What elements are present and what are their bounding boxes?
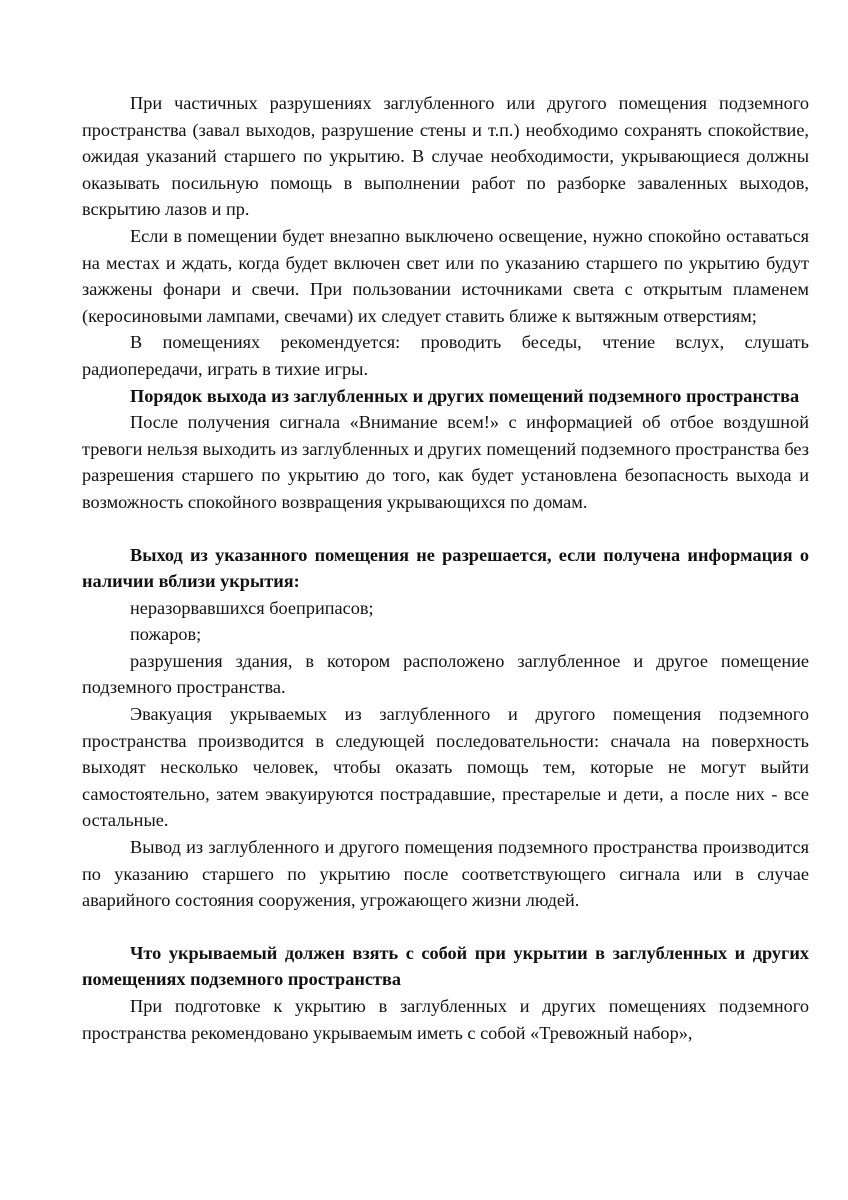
- paragraph-after-signal: После получения сигнала «Внимание всем!» с информацией об отбое воздушной тревоги нельзя выходить из заглубленных и других помещений подземного пространства без разрешения старшего по укрытию до того, как будет установлена безопасность выхода и возможность спокойного возвращения укрывающихся по домам.: [82, 412, 809, 512]
- paragraph-lighting-off: Если в помещении будет внезапно выключено освещение, нужно спокойно оставаться на местах и ждать, когда будет включен свет или по указанию старшего по укрытию будут зажжены фонари и свечи. При пользовании источниками света с открытым пламенем (керосиновыми лампами, свечами) их следует ставить ближе к вытяжным отверстиям;: [82, 225, 809, 326]
- spacer: [82, 914, 809, 940]
- document-page: [82, 90, 809, 1046]
- section-heading-exit-order: Порядок выхода из заглубленных и других помещений подземного пространства: [130, 385, 800, 406]
- section-heading-exit-not-allowed: Выход из указанного помещения не разрешается, если получена информация о наличии вблизи укрытия:: [82, 544, 809, 592]
- paragraph-exit-on-command: Вывод из заглубленного и другого помещения подземного пространства производится по указанию старшего по укрытию после соответствующего сигнала или в случае аварийного состояния сооружения, угрожающего жизни людей.: [82, 837, 809, 911]
- paragraph-evacuation-order: Эвакуация укрываемых из заглубленного и другого помещения подземного пространства производится в следующей последовательности: сначала на поверхность выходят несколько человек, чтобы оказать помощь тем, которые не могут выйти самостоятельно, затем эвакуируются пострадавшие, престарелые и дети, а после них - все остальные.: [82, 704, 809, 831]
- paragraph-alarm-kit: При подготовке к укрытию в заглубленных и других помещениях подземного пространства рекомендовано укрываемым иметь с собой «Тревожный набор»,: [82, 996, 809, 1043]
- list-item-unexploded-ordnance: неразорвавшихся боеприпасов;: [130, 597, 374, 618]
- spacer: [82, 516, 809, 542]
- list-item-building-destruction: разрушения здания, в котором расположено заглубленное и другое помещение подземного пространства.: [82, 650, 809, 698]
- list-item-fires: пожаров;: [130, 624, 202, 645]
- section-heading-what-to-take: Что укрываемый должен взять с собой при укрытии в заглубленных и других помещениях подземного пространства: [82, 942, 809, 990]
- paragraph-partial-destruction: При частичных разрушениях заглубленного или другого помещения подземного пространства (завал выходов, разрушение стены и т.п.) необходимо сохранять спокойствие, ожидая указаний старшего по укрытию. В случае необходимости, укрывающиеся должны оказывать посильную помощь в выполнении работ по разборке заваленных выходов, вскрытию лазов и пр.: [82, 93, 809, 220]
- paragraph-recommended-activities: В помещениях рекомендуется: проводить беседы, чтение вслух, слушать радиопередачи, играть в тихие игры.: [82, 332, 809, 379]
